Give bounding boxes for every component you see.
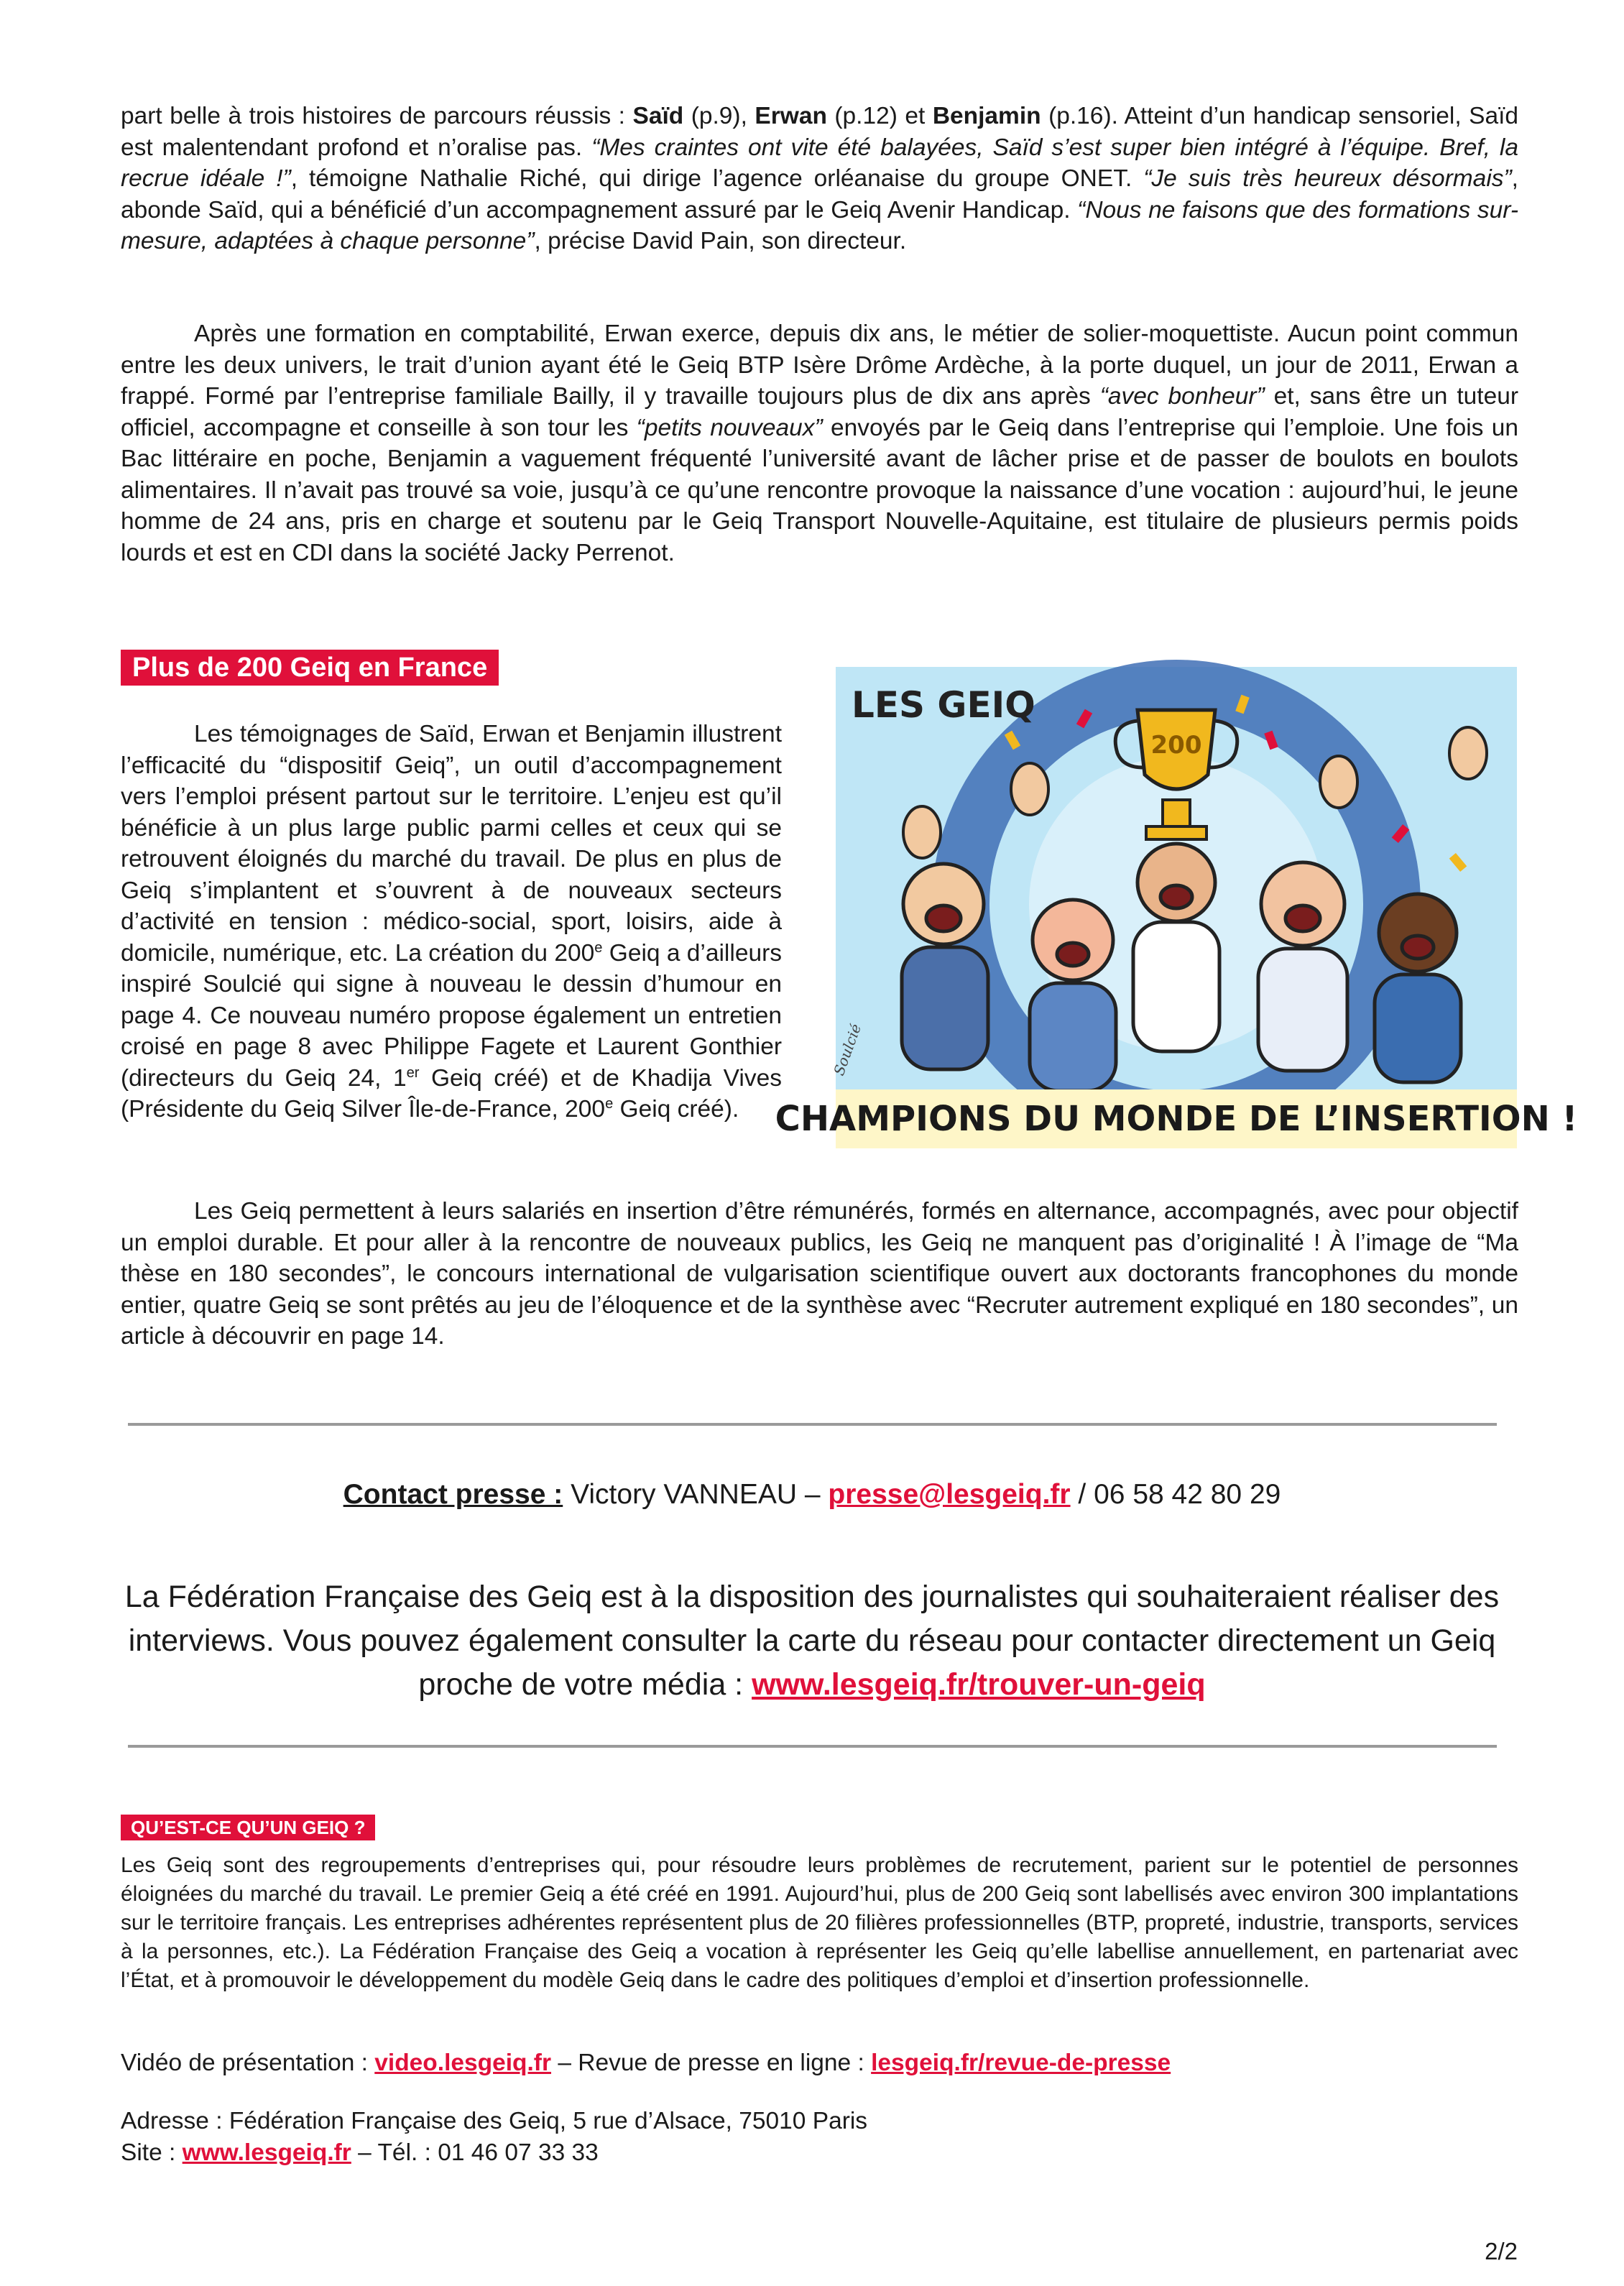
section-paragraph-1: Les témoignages de Saïd, Erwan et Benjamin illustrent l’efficacité du “dispositif Geiq”, un outil d’accompagnement vers l’emploi présent partout sur le territoire. L’enjeu est qu’il bénéficie à un plus large public parmi celles et ceux qui se retrouvent éloignés du marché du travail. De plus en plus de Geiq s’implantent et s’ouvrent à de nouveaux secteurs d’activité en tension : médico-social, sport, loisirs, aide à domicile, numérique, etc. La création du 200e Geiq a d’ailleurs inspiré Soulcié qui signe à nouveau le dessin d’humour en page 4. Ce nouveau numéro propose également un entretien croisé en page 8 avec Philippe Fagete et Laurent Gonthier (directeurs du Geiq 24, 1er Geiq créé) et de Khadija Vives (Présidente du Geiq Silver Île-de-France, 200e Geiq créé). (121, 721, 782, 1123)
divider-bottom (128, 1745, 1497, 1748)
cartoon-caption: CHAMPIONS DU MONDE DE L’INSERTION ! (775, 1099, 1578, 1139)
site-line: Site : www.lesgeiq.fr – Tél. : 01 46 07 33 33 (121, 2139, 599, 2166)
links-line: Vidéo de présentation : video.lesgeiq.fr – Revue de presse en ligne : lesgeiq.fr/revue-de-presse (121, 2050, 1171, 2076)
video-link[interactable]: video.lesgeiq.fr (374, 2050, 552, 2076)
contact-email-link[interactable]: presse@lesgeiq.fr (828, 1479, 1071, 1510)
section-paragraph-2: Les Geiq permettent à leurs salariés en insertion d’être rémunérés, formés en alternance, accompagnés, avec pour objectif un emploi durable. Et pour aller à la rencontre de nouveaux publics, les Geiq ne manquent pas d’originalité ! À l’image de “Ma thèse en 180 secondes”, le concours international de vulgarisation scientifique ouvert aux doctorants francophones du monde entier, quatre Geiq se sont prêtés au jeu de l’éloquence et de la synthèse avec “Recruter autrement expliqué en 180 secondes”, un article à découvrir en page 14. (121, 1198, 1518, 1350)
press-review-link[interactable]: lesgeiq.fr/revue-de-presse (871, 2050, 1171, 2076)
section-title-badge: Plus de 200 Geiq en France (121, 650, 499, 686)
cartoon-illustration (775, 667, 1578, 1148)
cup-label: 200 (1150, 731, 1202, 760)
find-geiq-link[interactable]: www.lesgeiq.fr/trouver-un-geiq (752, 1667, 1206, 1702)
intro-paragraph: part belle à trois histoires de parcours réussis : Saïd (p.9), Erwan (p.12) et Benjamin (p.16). Atteint d’un handicap sensoriel, Saïd est malentendant profond et n’oralise pas. “Mes craintes ont vite été balayées, Saïd s’est super bien intégré à l’équipe. Bref, la recrue idéale !”, témoigne Nathalie Riché, qui dirige l’agence orléanaise du groupe ONET. “Je suis très heureux désormais”, abonde Saïd, qui a bénéficié d’un accompagnement assuré par le Geiq Avenir Handicap. “Nous ne faisons que des formations sur-mesure, adaptées à chaque personne”, précise David Pain, son directeur. (121, 103, 1519, 254)
federation-text: La Fédération Française des Geiq est à la disposition des journalistes qui souhaiteraient réaliser des interviews. Vous pouvez également consulter la carte du réseau pour contacter directement un Geiq proche de votre média : www.lesgeiq.fr/trouver-un-geiq (124, 1580, 1500, 1702)
contact-line: Contact presse : Victory VANNEAU – presse@lesgeiq.fr / 06 58 42 80 29 (343, 1479, 1281, 1510)
address-line: Adresse : Fédération Française des Geiq, 5 rue d’Alsace, 75010 Paris (121, 2108, 868, 2134)
erwan-paragraph: Après une formation en comptabilité, Erwan exerce, depuis dix ans, le métier de solier-moquettiste. Aucun point commun entre les deux univers, le trait d’union ayant été le Geiq BTP Isère Drôme Ardèche, à la porte duquel, un jour de 2011, Erwan a frappé. Formé par l’entreprise familiale Bailly, il y travaille toujours plus de dix ans après “avec bonheur” et, sans être un tuteur officiel, accompagne et conseille à son tour les “petits nouveaux” envoyés par le Geiq dans l’entreprise qui l’emploie. Une fois un Bac littéraire en poche, Benjamin a vaguement fréquenté l’université avant de lâcher prise et de passer de boulots en boulots alimentaires. Il n’avait pas trouvé sa voie, jusqu’à ce qu’une rencontre provoque la naissance d’une vocation : aujourd’hui, le jeune homme de 24 ans, pris en charge et soutenu par le Geiq Transport Nouvelle-Aquitaine, est titulaire de plusieurs permis poids lourds et est en CDI dans la société Jacky Perrenot. (121, 321, 1518, 566)
what-is-geiq-text: Les Geiq sont des regroupements d’entreprises qui, pour résoudre leurs problèmes de recrutement, parient sur le potentiel de personnes éloignées du marché du travail. Le premier Geiq a été créé en 1991. Aujourd’hui, plus de 200 Geiq sont labellisés avec environ 300 implantations sur le territoire français. Les entreprises adhérentes représentent plus de 20 filières professionnelles (BTP, propreté, industrie, transports, services à la personnes, etc.). La Fédération Française des Geiq a vocation à représenter les Geiq qu’elle labellise annuellement, en partenariat avec l’État, et à promouvoir le développement du modèle Geiq dans le cadre des politiques d’emploi et d’insertion professionnelle. (121, 1853, 1518, 1992)
what-is-geiq-badge: QU’EST-CE QU’UN GEIQ ? (121, 1815, 375, 1840)
page-number: 2/2 (1485, 2238, 1518, 2264)
site-link[interactable]: www.lesgeiq.fr (182, 2139, 351, 2166)
cartoon-signature: Soulcié (830, 1021, 865, 1078)
cartoon-header: LES GEIQ (852, 684, 1035, 726)
divider-top (128, 1423, 1497, 1426)
